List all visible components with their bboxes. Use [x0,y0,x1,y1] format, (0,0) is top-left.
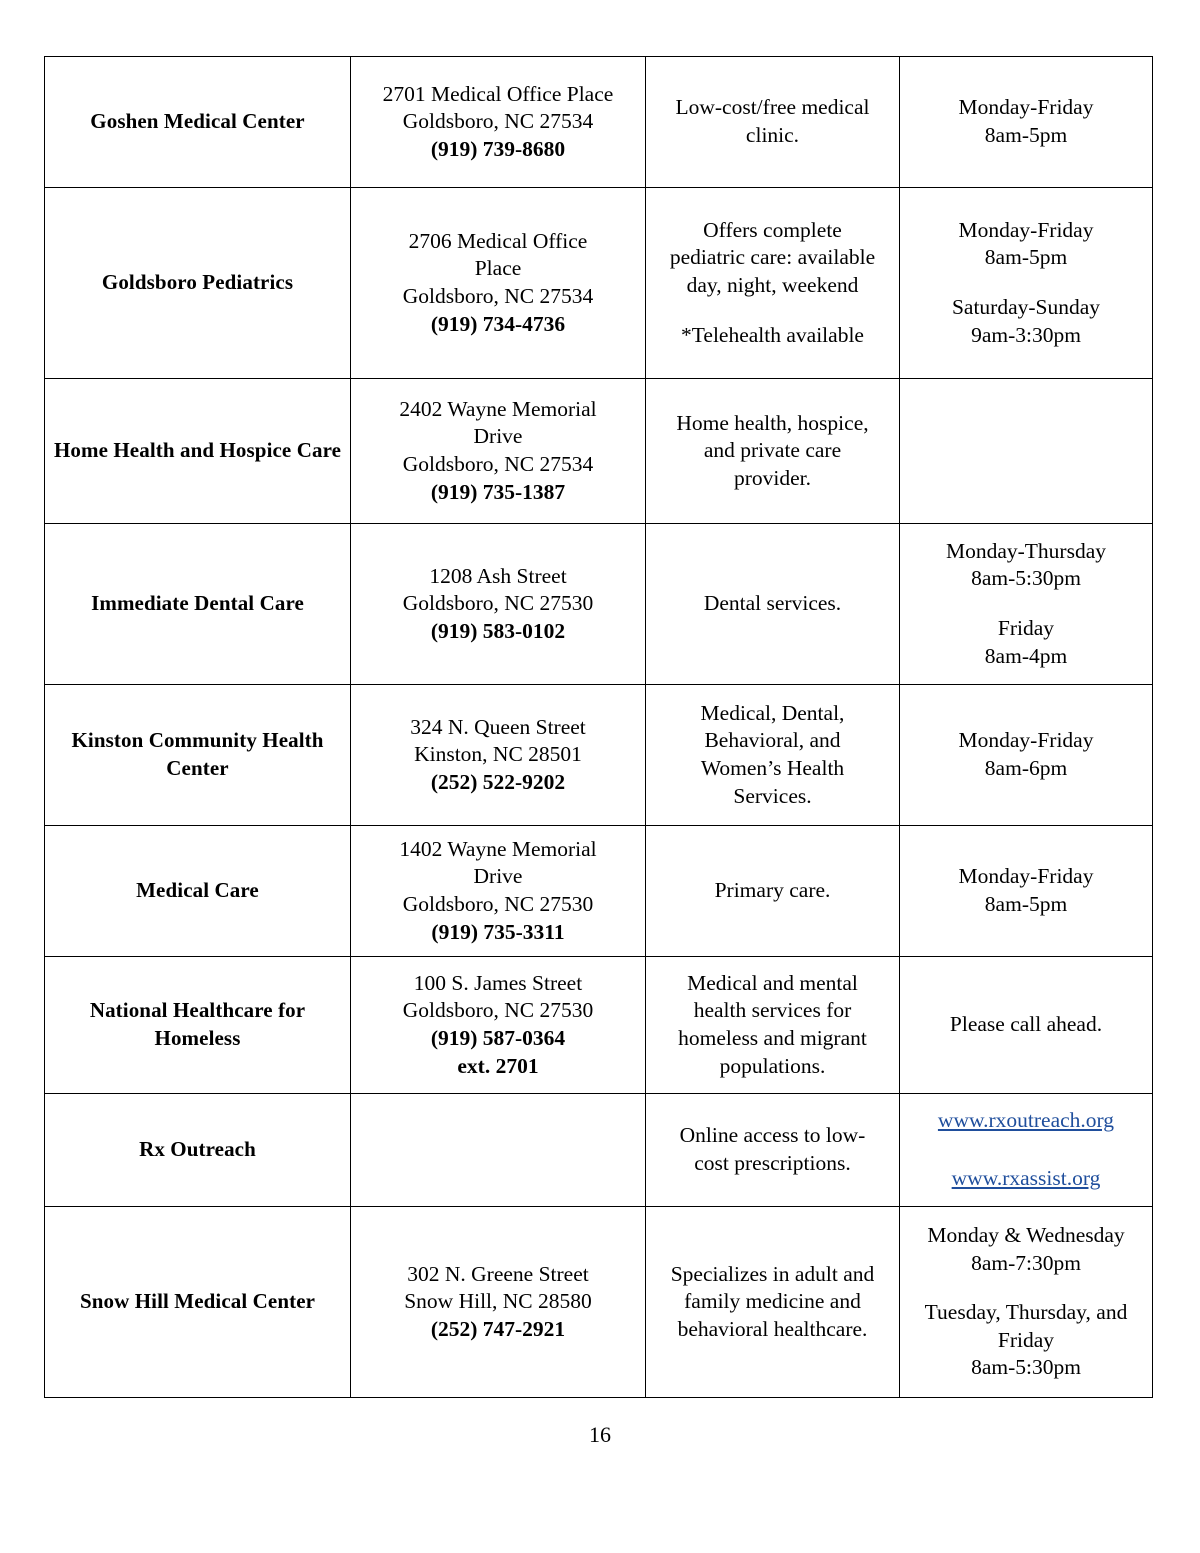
hours-line-1: Monday & Wednesday [927,1223,1125,1248]
description-cell [646,1094,900,1207]
description-line-2: clinic. [745,123,800,147]
address-line-2: Drive [473,864,523,889]
organization-cell [45,379,351,524]
address-line-1: 2706 Medical Office [408,228,588,253]
hours-cell [900,685,1153,826]
hours-line-2: 8am-5pm [984,123,1068,147]
hours-cell [900,524,1153,685]
address-line-3: Goldsboro, NC 27534 [402,284,594,308]
hours-line-5: 8am-4pm [984,643,1068,668]
description-line-1: Medical and mental [687,970,858,995]
address-line-1: 324 N. Queen Street [410,714,586,739]
organization-name: Snow Hill Medical Center [79,1289,316,1314]
table-row [45,1094,1153,1207]
description-line-1: Primary care. [714,878,831,903]
address-line-1: 1402 Wayne Memorial [399,836,597,861]
organization-name: Medical Care [136,878,259,903]
description-cell [646,1207,900,1398]
address-cell [351,685,646,826]
description-line-2: family medicine and [684,1289,861,1314]
address-cell [351,957,646,1094]
description-line-2: and private care [703,438,842,463]
description-line-2: health services for [693,998,852,1023]
hours-line-4: Saturday-Sunday [951,295,1101,319]
hours-line-2: 8am-5pm [984,245,1068,270]
organization-cell [45,1207,351,1398]
description-line-4: populations. [719,1053,826,1078]
organization-cell [45,957,351,1094]
hours-cell [900,826,1153,957]
address-line-3: Goldsboro, NC 27534 [402,452,594,476]
address-line-2: Goldsboro, NC 27530 [402,591,594,616]
phone-extension: ext. 2701 [457,1053,539,1078]
website-link-rxoutreach[interactable]: www.rxoutreach.org [937,1108,1115,1133]
description-line-2: pediatric care: available [669,245,876,270]
description-line-1: Home health, hospice, [676,410,869,435]
hours-line-1: Monday-Friday [958,864,1094,889]
description-cell [646,685,900,826]
hours-cell [900,1207,1153,1398]
description-cell [646,957,900,1094]
description-line-1: Specializes in adult and [670,1261,875,1286]
address-line-2: Drive [473,424,523,449]
address-cell [351,1207,646,1398]
hours-line-1: Monday-Friday [958,728,1094,753]
hours-cell [900,57,1153,188]
description-line-1: Online access to low- [679,1123,866,1148]
address-line-3: Goldsboro, NC 27530 [402,892,594,916]
description-line-2: cost prescriptions. [694,1151,851,1175]
address-cell [351,57,646,188]
phone-number: (252) 747-2921 [430,1316,566,1341]
address-cell [351,524,646,685]
description-cell [646,57,900,188]
description-line-3: homeless and migrant [678,1026,867,1050]
line-spacer [908,1277,1144,1299]
hours-line-4: Tuesday, Thursday, and Friday [924,1300,1128,1352]
hours-line-1: Monday-Thursday [945,538,1107,563]
organization-name: Goldsboro Pediatrics [101,270,294,295]
hours-line-5: 9am-3:30pm [971,322,1081,347]
line-spacer [908,593,1144,615]
address-line-1: 2402 Wayne Memorial [399,396,597,421]
address-cell [351,826,646,957]
organization-name: Goshen Medical Center [90,109,305,134]
organization-name: National Healthcare for Homeless [89,998,306,1050]
phone-number: (919) 734-4736 [430,311,566,336]
website-link-rxassist[interactable]: www.rxassist.org [951,1166,1101,1190]
address-line-2: Kinston, NC 28501 [414,742,582,767]
healthcare-resources-table [44,56,1153,1398]
address-line-1: 1208 Ash Street [429,563,567,588]
address-line-2: Goldsboro, NC 27530 [402,998,594,1023]
website-links-cell [900,1094,1153,1207]
address-line-1: 302 N. Greene Street [407,1261,589,1286]
organization-name: Immediate Dental Care [91,591,304,616]
phone-number: (919) 735-1387 [430,479,566,504]
hours-line-2: 8am-5pm [984,892,1068,916]
hours-cell [900,957,1153,1094]
description-cell [646,524,900,685]
organization-name: Kinston Community Health Center [71,728,324,780]
organization-name: Rx Outreach [139,1137,256,1162]
hours-line-1: Monday-Friday [958,95,1094,120]
address-line-2: Snow Hill, NC 28580 [404,1289,592,1314]
description-line-3: Women’s Health [700,756,845,780]
hours-line-5: 8am-5:30pm [971,1355,1081,1380]
hours-line-1: Please call ahead. [949,1012,1103,1037]
address-line-1: 2701 Medical Office Place [382,81,614,106]
description-line-2: Behavioral, and [704,728,841,753]
organization-cell [45,57,351,188]
hours-cell [900,188,1153,379]
table-row [45,57,1153,188]
organization-cell [45,188,351,379]
phone-number: (919) 583-0102 [430,618,566,643]
description-line-1: Offers complete [703,217,842,242]
description-line-3: behavioral healthcare. [677,1316,868,1341]
hours-line-2: 8am-6pm [984,756,1068,780]
description-line-3: provider. [733,465,812,490]
description-cell [646,826,900,957]
description-note: *Telehealth available [681,322,864,347]
description-line-1: Dental services. [703,591,842,616]
address-line-1: 100 S. James Street [413,970,583,995]
description-line-3: day, night, weekend [686,273,859,297]
organization-cell [45,1094,351,1207]
organization-cell [45,524,351,685]
phone-number: (252) 522-9202 [430,769,566,794]
organization-name: Home Health and Hospice Care [53,438,342,463]
phone-number: (919) 587-0364 [430,1026,566,1050]
table-row [45,188,1153,379]
table-row [45,826,1153,957]
table-row [45,1207,1153,1398]
description-cell [646,188,900,379]
line-spacer [654,300,891,322]
table-row [45,685,1153,826]
hours-line-4: Friday [997,616,1055,640]
address-cell [351,188,646,379]
description-line-1: Low-cost/free medical [675,95,870,120]
table-row [45,957,1153,1094]
phone-number: (919) 735-3311 [431,919,565,944]
address-line-2: Place [474,256,522,281]
description-line-4: Services. [733,783,812,808]
hours-line-2: 8am-5:30pm [971,566,1081,591]
table-row [45,524,1153,685]
address-cell [351,1094,646,1207]
description-line-1: Medical, Dental, [700,700,845,725]
hours-line-1: Monday-Friday [958,217,1094,242]
page-number: 16 [589,1422,611,1447]
line-spacer [908,272,1144,294]
organization-cell [45,826,351,957]
hours-cell [900,379,1153,524]
organization-cell [45,685,351,826]
hours-line-2: 8am-7:30pm [971,1250,1081,1275]
description-cell [646,379,900,524]
address-cell [351,379,646,524]
table-row [45,379,1153,524]
phone-number: (919) 739-8680 [430,136,566,161]
address-line-2: Goldsboro, NC 27534 [402,109,594,134]
